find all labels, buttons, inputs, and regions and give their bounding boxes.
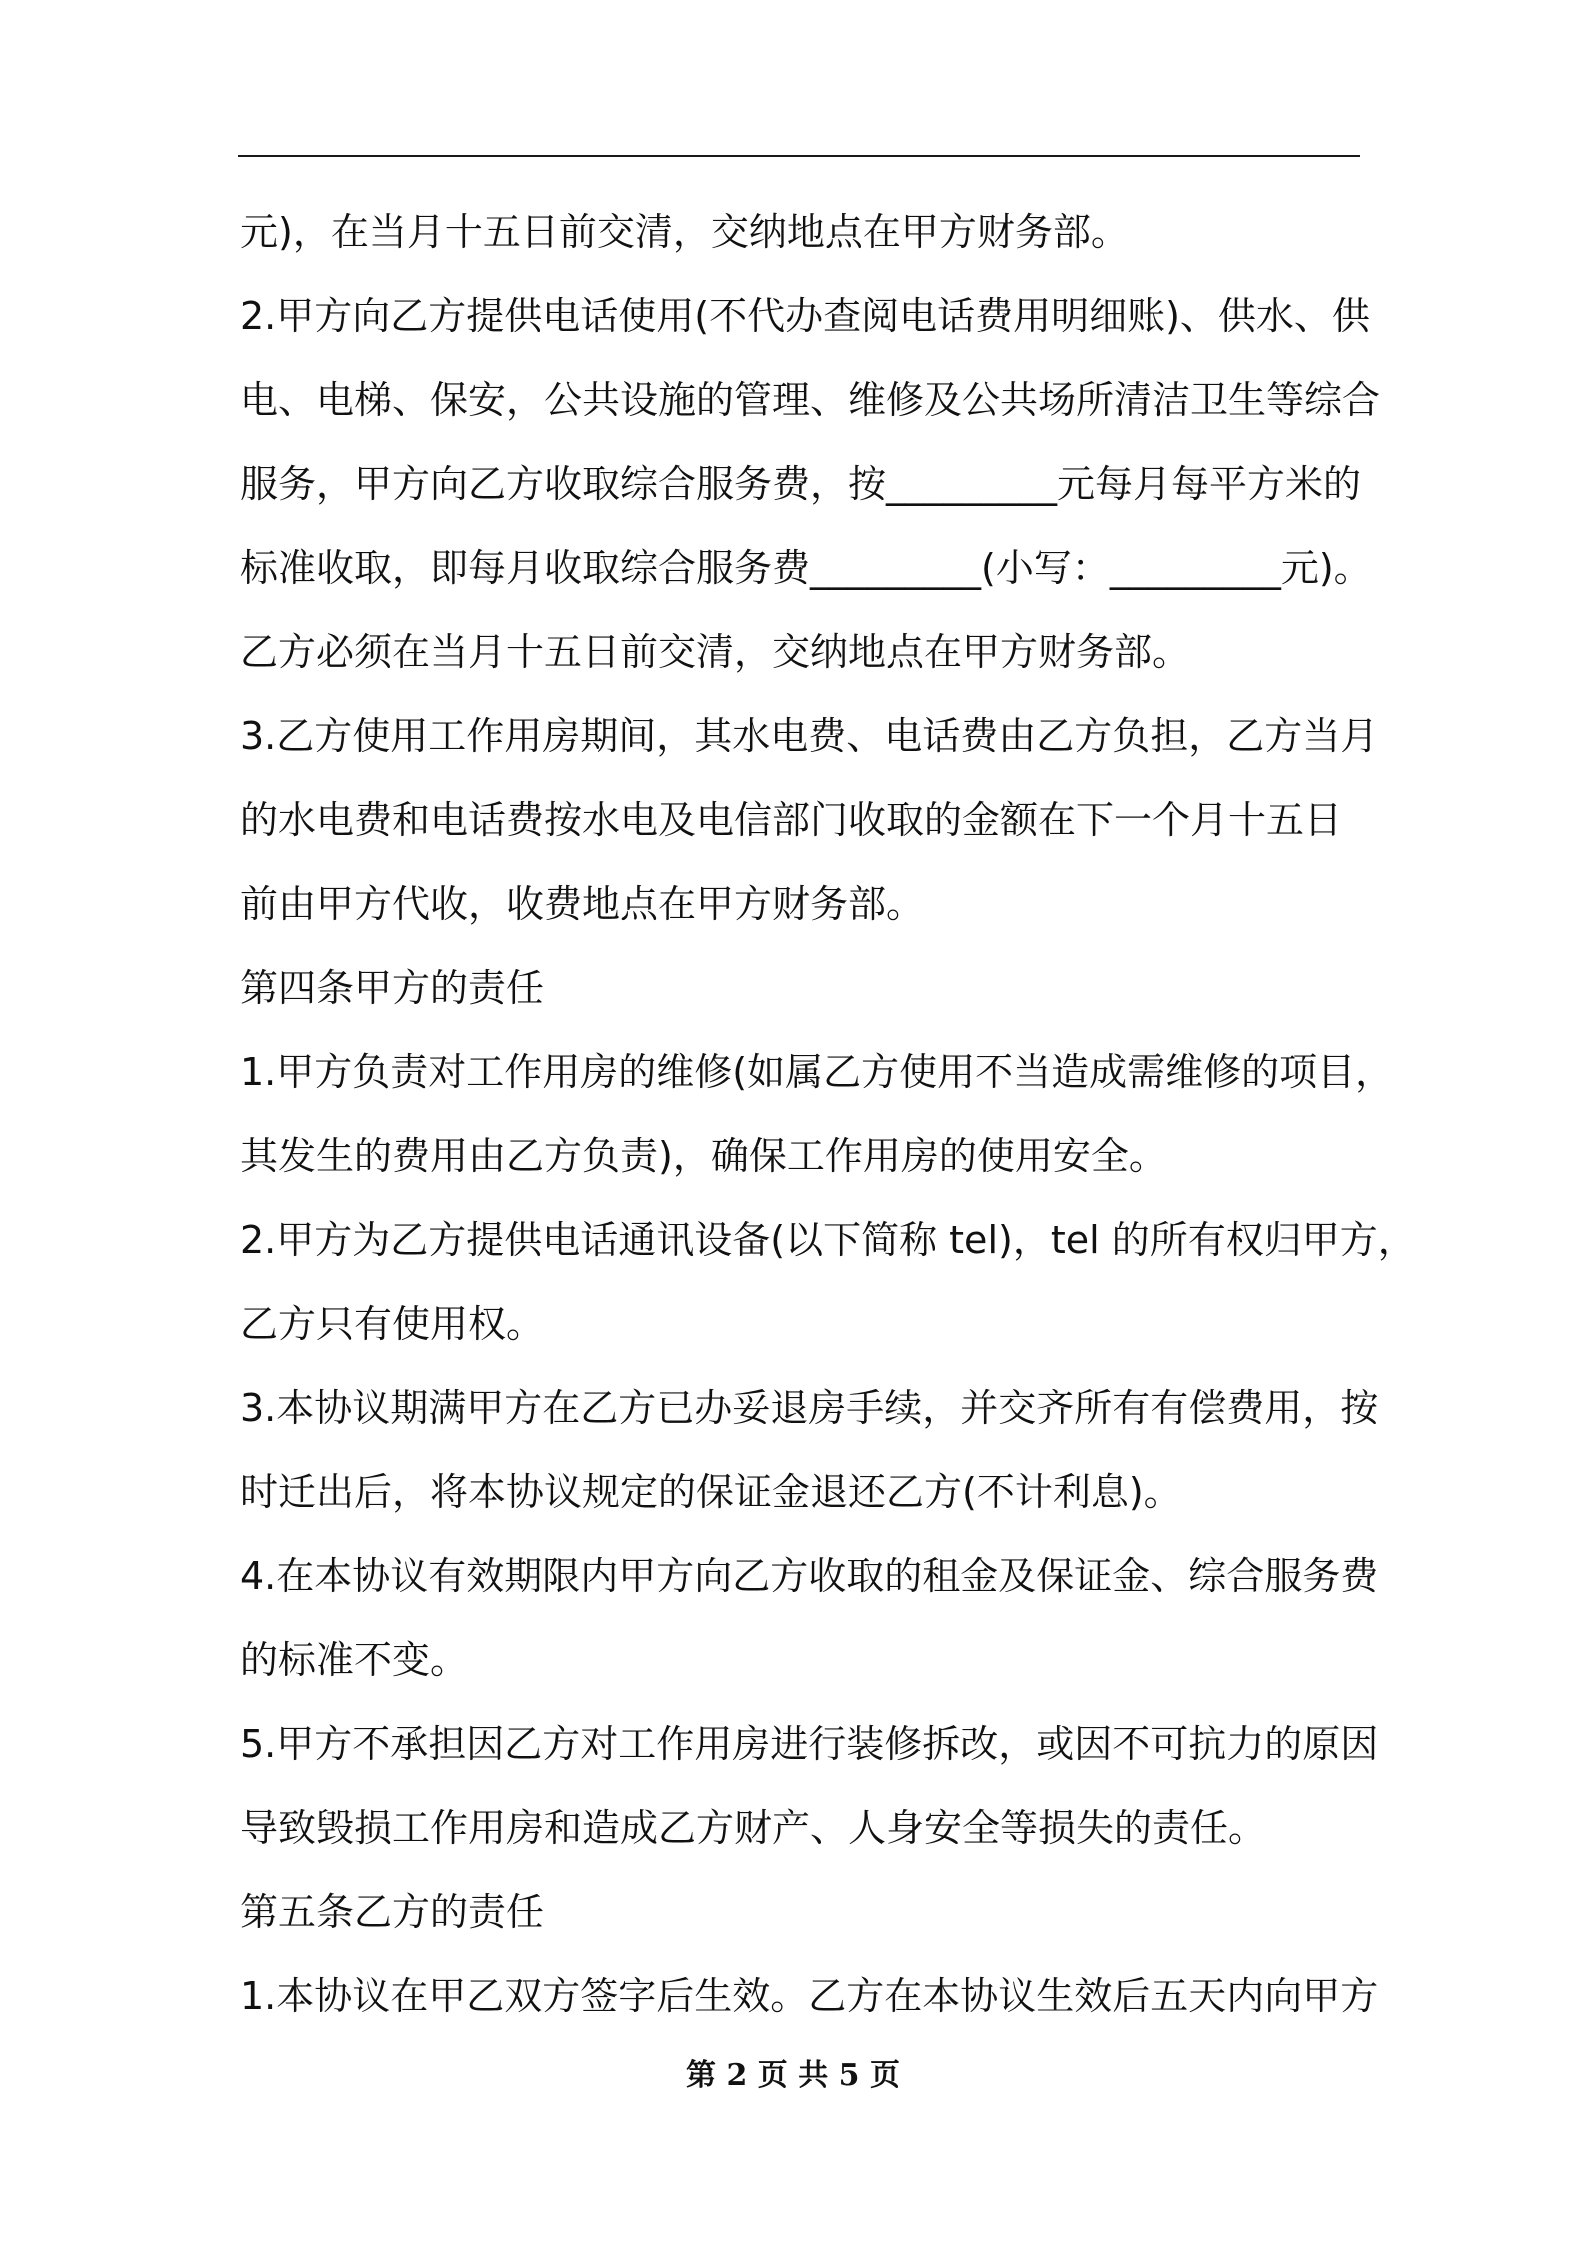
text-line: 1.本协议在甲乙双方签字后生效。乙方在本协议生效后五天内向甲方 xyxy=(240,1974,1379,2018)
text-line: 3.乙方使用工作用房期间，其水电费、电话费由乙方负担，乙方当月 xyxy=(240,714,1379,758)
text-line: 前由甲方代收，收费地点在甲方财务部。 xyxy=(240,882,925,926)
text-line: 其发生的费用由乙方负责)，确保工作用房的使用安全。 xyxy=(240,1134,1167,1178)
page-number: 第 2 页 共 5 页 xyxy=(686,2058,900,2093)
text-line: 2.甲方向乙方提供电话使用(不代办查阅电话费用明细账)、供水、供 xyxy=(240,294,1370,338)
text-line: 的水电费和电话费按水电及电信部门收取的金额在下一个月十五日 xyxy=(240,798,1343,842)
text-line: 导致毁损工作用房和造成乙方财产、人身安全等损失的责任。 xyxy=(240,1806,1267,1850)
text-line: 时迁出后，将本协议规定的保证金退还乙方(不计利息)。 xyxy=(240,1470,1182,1514)
section-heading: 第五条乙方的责任 xyxy=(240,1890,545,1934)
text-line: 3.本协议期满甲方在乙方已办妥退房手续，并交齐所有有偿费用，按 xyxy=(240,1386,1379,1430)
document-body xyxy=(240,190,1416,2038)
text-line: 标准收取，即每月收取综合服务费_________(小写：_________元)。 xyxy=(240,546,1372,590)
header-rule xyxy=(238,155,1360,157)
text-line: 4.在本协议有效期限内甲方向乙方收取的租金及保证金、综合服务费 xyxy=(240,1554,1379,1598)
text-line: 乙方只有使用权。 xyxy=(240,1302,545,1346)
text-line: 5.甲方不承担因乙方对工作用房进行装修拆改，或因不可抗力的原因 xyxy=(240,1722,1379,1766)
text-line: 电、电梯、保安，公共设施的管理、维修及公共场所清洁卫生等综合 xyxy=(240,378,1381,422)
text-line: 元)，在当月十五日前交清，交纳地点在甲方财务部。 xyxy=(240,210,1129,254)
text-line: 的标准不变。 xyxy=(240,1638,469,1682)
section-heading: 第四条甲方的责任 xyxy=(240,966,545,1010)
text-line: 1.甲方负责对工作用房的维修(如属乙方使用不当造成需维修的项目， xyxy=(240,1050,1394,1094)
text-line: 服务，甲方向乙方收取综合服务费，按_________元每月每平方米的 xyxy=(240,462,1362,506)
text-line: 乙方必须在当月十五日前交清，交纳地点在甲方财务部。 xyxy=(240,630,1191,674)
text-line: 2.甲方为乙方提供电话通讯设备(以下简称 tel)，tel 的所有权归甲方， xyxy=(240,1218,1416,1262)
